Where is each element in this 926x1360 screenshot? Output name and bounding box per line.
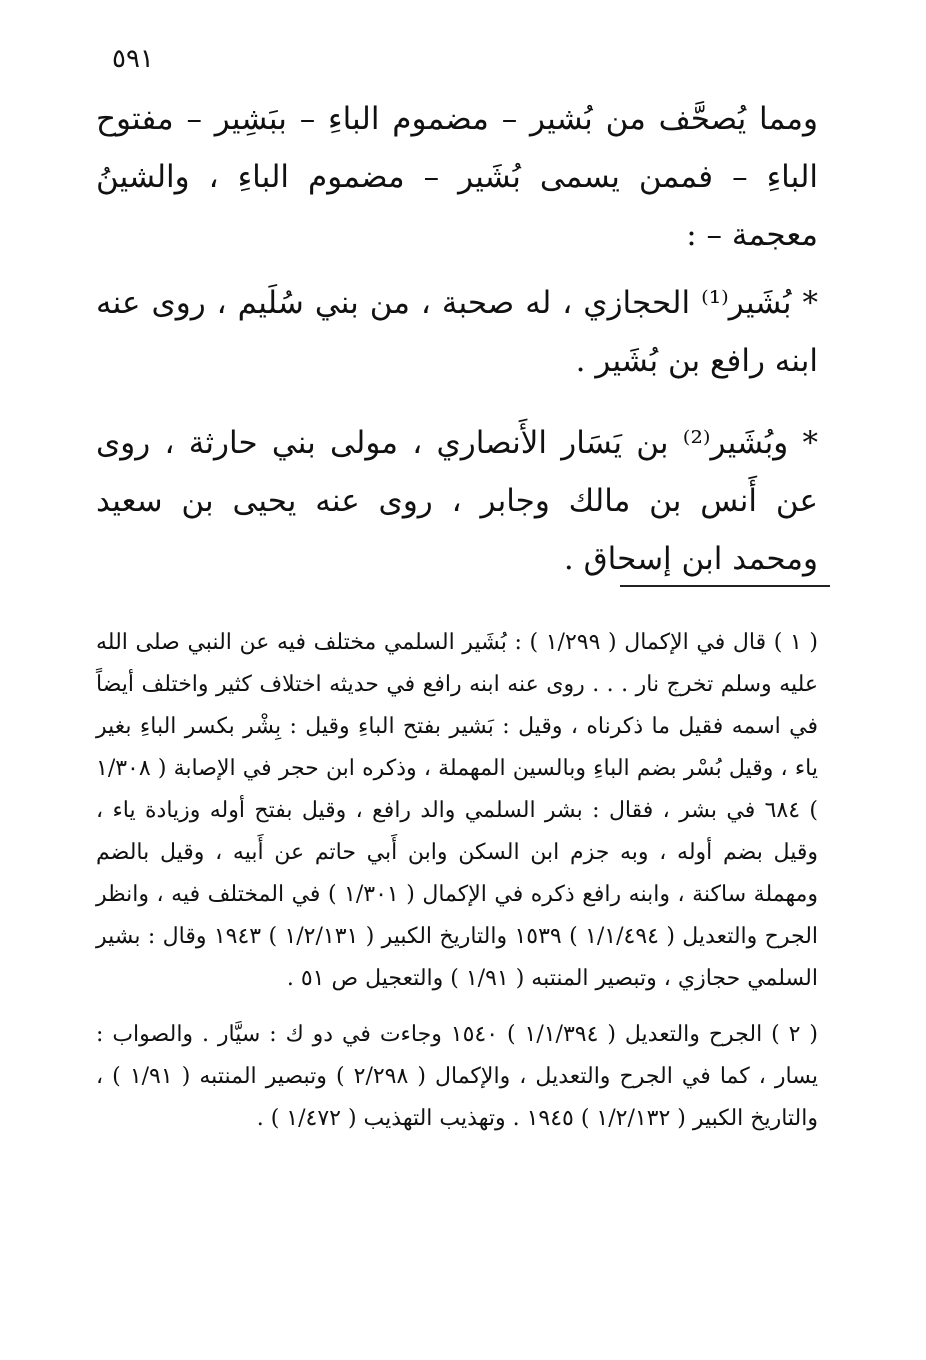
page-number: ٥٩١ xyxy=(112,44,154,74)
footnote-2: ( ٢ ) الجرح والتعديل ( ١/١/٣٩٤ ) ١٥٤٠ وجاءت في دو ك : سيَّار . والصواب : يسار ، كما في الجرح والتعديل ، والإكمال ( ٢/٢٩٨ ) وتبصير المنتبه ( ١/٩١ ) ، والتاريخ الكبير ( ١/٢/١٣٢ ) ١٩٤٥ . وتهذيب التهذيب ( ١/٤٧٢ ) . xyxy=(96,1022,819,1131)
entry-bushayr-hijazi: * بُشَير⁽¹⁾ الحجازي ، له صحبة ، من بني سُلَيم ، روى عنه ابنه رافع بن بُشَير . xyxy=(96,285,818,379)
intro-paragraph: ومما يُصحَّف من بُشير – مضموم الباءِ – ببَشِير – مفتوح الباءِ – فممن يسمى بُشَير – مضموم الباءِ ، والشينُ معجمة – : xyxy=(96,101,818,253)
footnote-divider xyxy=(620,585,830,587)
footnotes xyxy=(96,622,818,1140)
footnote-1: ( ١ ) قال في الإكمال ( ١/٢٩٩ ) : بُشَير السلمي مختلف فيه عن النبي صلى الله عليه وسلم تخرج نار . . . روى عنه ابنه رافع في حديثه اختلاف كثير واختلف أيضاً في اسمه فقيل ما ذكرناه ، وقيل : بَشير بفتح الباءِ وقيل : بِشْر بكسر الباءِ بغير ياء ، وقيل بُسْر بضم الباءِ وبالسين المهملة ، وذكره ابن حجر في الإصابة ( ١/٣٠٨ ) ٦٨٤ في بشر ، فقال : بشر السلمي والد رافع ، وقيل بفتح أوله وزيادة ياء ، وقيل بضم أوله ، وبه جزم ابن السكن وابن أَبي حاتم عن أَبيه ، وقيل بالضم ومهملة ساكنة ، وابنه رافع ذكره في الإكمال ( ١/٣٠١ ) في المختلف فيه ، وانظر الجرح والتعديل ( ١/١/٤٩٤ ) ١٥٣٩ والتاريخ الكبير ( ١/٢/١٣١ ) ١٩٤٣ وقال : بشير السلمي حجازي ، وتبصير المنتبه ( ١/٩١ ) والتعجيل ص ٥١ . xyxy=(96,630,819,991)
main-text xyxy=(96,90,818,612)
entry-bushayr-ibn-yasar: * وبُشَير⁽²⁾ بن يَسَار الأَنصاري ، مولى بني حارثة ، روى عن أَنس بن مالك وجابر ، روى عنه يحيى بن سعيد ومحمد ابن إسحاق . xyxy=(96,425,818,577)
